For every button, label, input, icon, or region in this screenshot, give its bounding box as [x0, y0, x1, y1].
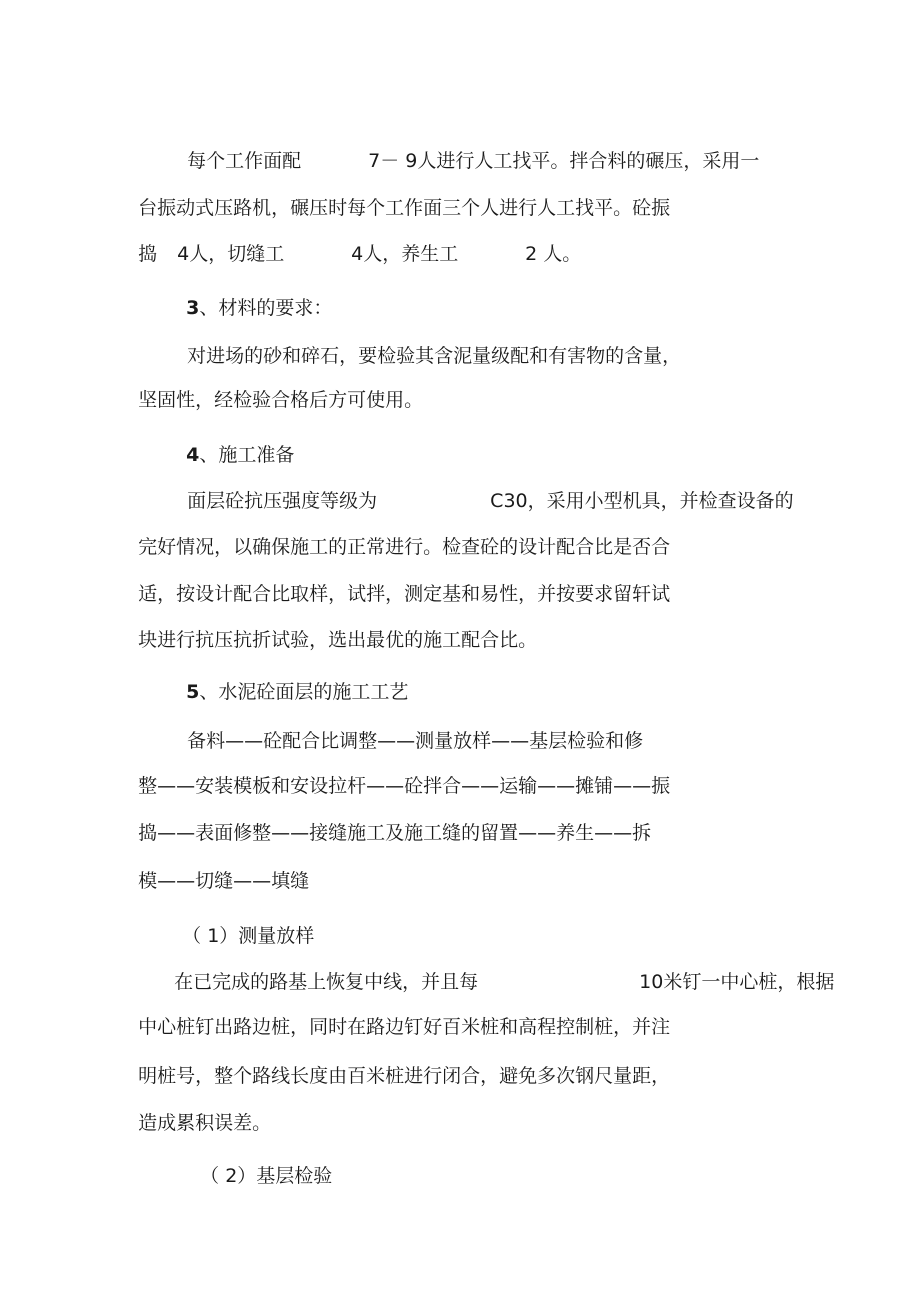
section-title: 、材料的要求：	[199, 297, 333, 319]
text-segment: 10米钉一中心桩，根据	[639, 971, 835, 993]
paragraph-line	[327, 218, 458, 290]
text-segment: 在已完成的路基上恢复中线，并且每	[174, 971, 479, 993]
section-title: 、水泥砼面层的施工工艺	[199, 681, 409, 703]
text-segment: 2 人。	[525, 243, 582, 265]
text-segment: C30，采用小型机具，并检查设备的	[490, 490, 794, 512]
text-segment: 台振动式压路机，碾压时每个工作面三个人进行人工找平。砼振	[138, 197, 671, 219]
text-segment: 4人，养生工	[351, 243, 459, 265]
text-segment: 备料——砼配合比调整——测量放样——基层检验和修	[187, 730, 644, 752]
text-segment: 块进行抗压抗折试验，选出最优的施工配合比。	[138, 629, 538, 651]
text-segment: 捣——表面修整——接缝施工及施工缝的留置——养生——拆	[138, 822, 652, 844]
paragraph-line	[501, 218, 581, 290]
text-segment: 捣	[138, 243, 158, 265]
section-number: 4	[186, 444, 200, 466]
subsection-heading	[176, 1140, 332, 1212]
text-segment: 坚固性，经检验合格后方可使用。	[138, 389, 424, 411]
subsection-title: （ 2）基层检验	[200, 1165, 333, 1187]
text-segment: 适，按设计配合比取样，试拌，测定基和易性，并按要求留轩试	[138, 583, 671, 605]
text-segment: 整——安装模板和安设拉杆——砼拌合——运输——摊铺——振	[138, 775, 671, 797]
text-segment: 中心桩钉出路边桩，同时在路边钉好百米桩和高程控制桩，并注	[138, 1016, 671, 1038]
text-segment: 对进场的砂和碎石，要检验其含泥量级配和有害物的含量，	[187, 345, 682, 367]
section-number: 3	[186, 297, 200, 319]
paragraph-line	[114, 218, 157, 290]
text-segment: 模——切缝——填缝	[138, 870, 310, 892]
text-segment: 面层砼抗压强度等级为	[187, 490, 378, 512]
text-segment: 4人，切缝工	[177, 243, 285, 265]
text-segment: 7－ 9人进行人工找平。拌合料的碾压，采用一	[368, 150, 760, 172]
subsection-title: （ 1）测量放样	[182, 925, 315, 947]
text-segment: 造成累积误差。	[138, 1112, 272, 1134]
section-title: 、施工准备	[199, 444, 295, 466]
text-segment: 每个工作面配	[187, 150, 302, 172]
text-segment: 完好情况，以确保施工的正常进行。检查砼的设计配合比是否合	[138, 536, 671, 558]
text-segment: 明桩号，整个路线长度由百米桩进行闭合，避免多次钢尺量距，	[138, 1065, 671, 1087]
section-number: 5	[186, 681, 200, 703]
